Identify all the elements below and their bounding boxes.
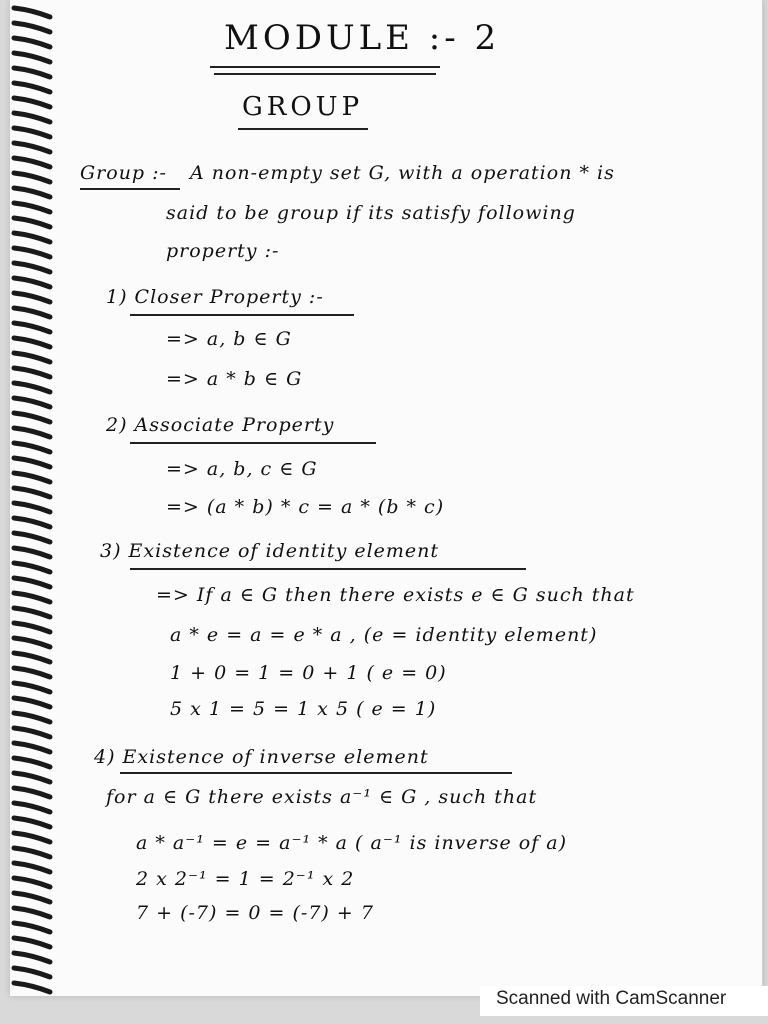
spiral-coil [14, 353, 50, 362]
spiral-coil [14, 938, 50, 947]
spiral-coil [14, 113, 50, 122]
notebook-page [10, 0, 763, 996]
spiral-coil [14, 638, 50, 647]
spiral-coil [14, 218, 50, 227]
spiral-coil [14, 128, 50, 137]
spiral-binding [10, 0, 56, 996]
definition-term: Group :- [80, 162, 167, 184]
property-line: => a, b, c ∈ G [166, 458, 318, 480]
property-heading-underline [120, 772, 512, 774]
spiral-coil [14, 263, 50, 272]
spiral-coil [14, 518, 50, 527]
spiral-coil [14, 413, 50, 422]
spiral-coil [14, 863, 50, 872]
subtitle-underline [238, 128, 368, 130]
property-line: 2 x 2⁻¹ = 1 = 2⁻¹ x 2 [136, 868, 355, 890]
property-heading: 2) Associate Property [106, 414, 335, 436]
property-heading: 3) Existence of identity element [100, 540, 440, 562]
spiral-coil [14, 743, 50, 752]
definition-line-3: property :- [166, 240, 280, 262]
spiral-coil [14, 173, 50, 182]
spiral-coil [14, 143, 50, 152]
spiral-coil [14, 953, 50, 962]
spiral-coil [14, 428, 50, 437]
spiral-coil [14, 308, 50, 317]
spiral-coil [14, 233, 50, 242]
spiral-coil [14, 398, 50, 407]
spiral-coil [14, 488, 50, 497]
spiral-coil [14, 773, 50, 782]
spiral-coil [14, 983, 50, 992]
property-heading-underline [130, 442, 376, 444]
spiral-coil [14, 323, 50, 332]
scanner-watermark: Scanned with CamScanner [496, 988, 727, 1009]
spiral-coil [14, 578, 50, 587]
property-line: a * e = a = e * a , (e = identity element) [170, 624, 598, 646]
spiral-coil [14, 713, 50, 722]
spiral-coil [14, 623, 50, 632]
spiral-coil [14, 758, 50, 767]
property-heading: 4) Existence of inverse element [94, 746, 429, 768]
spiral-coil [14, 908, 50, 917]
property-line: => a * b ∈ G [166, 368, 303, 390]
spiral-coil [14, 548, 50, 557]
page-title: MODULE :- 2 [224, 18, 501, 58]
property-line: 7 + (-7) = 0 = (-7) + 7 [136, 902, 374, 924]
spiral-coil [14, 653, 50, 662]
property-line: => a, b ∈ G [166, 328, 292, 350]
spiral-coil [14, 803, 50, 812]
definition-line-1: A non-empty set G, with a operation * is [190, 162, 615, 184]
spiral-coil [14, 593, 50, 602]
spiral-coil [14, 458, 50, 467]
spiral-coil [14, 203, 50, 212]
property-line: 1 + 0 = 1 = 0 + 1 ( e = 0) [170, 662, 447, 684]
spiral-coil [14, 293, 50, 302]
title-underline-2 [214, 73, 436, 75]
definition-line-2: said to be group if its satisfy following [166, 202, 576, 224]
spiral-coil [14, 83, 50, 92]
spiral-coil [14, 443, 50, 452]
spiral-coil [14, 278, 50, 287]
spiral-coil [14, 338, 50, 347]
spiral-coil [14, 698, 50, 707]
spiral-coil [14, 923, 50, 932]
property-heading-underline [130, 568, 526, 570]
spiral-coil [14, 98, 50, 107]
spiral-coil [14, 188, 50, 197]
property-line: 5 x 1 = 5 = 1 x 5 ( e = 1) [170, 698, 437, 720]
property-heading: 1) Closer Property :- [106, 286, 324, 308]
spiral-coil [14, 788, 50, 797]
property-line: for a ∈ G there exists a⁻¹ ∈ G , such that [106, 786, 538, 808]
spiral-coil [14, 68, 50, 77]
spiral-coil [14, 893, 50, 902]
spiral-coil [14, 968, 50, 977]
title-underline [210, 66, 440, 68]
spiral-coil [14, 8, 50, 17]
spiral-coil [14, 23, 50, 32]
spiral-coil [14, 383, 50, 392]
spiral-coil [14, 533, 50, 542]
property-line: a * a⁻¹ = e = a⁻¹ * a ( a⁻¹ is inverse of a) [136, 832, 568, 854]
spiral-coil [14, 683, 50, 692]
spiral-coil [14, 38, 50, 47]
spiral-coil [14, 833, 50, 842]
property-line: => (a * b) * c = a * (b * c) [166, 496, 445, 518]
spiral-coil [14, 878, 50, 887]
spiral-coil [14, 473, 50, 482]
definition-term-underline [80, 188, 180, 190]
spiral-coil [14, 848, 50, 857]
spiral-coil [14, 248, 50, 257]
spiral-coil [14, 818, 50, 827]
property-heading-underline [130, 314, 354, 316]
spiral-coil [14, 668, 50, 677]
spiral-coil [14, 728, 50, 737]
spiral-coil [14, 563, 50, 572]
spiral-coil [14, 158, 50, 167]
property-line: => If a ∈ G then there exists e ∈ G such that [156, 584, 635, 606]
page-subtitle: GROUP [242, 92, 364, 122]
spiral-coil [14, 53, 50, 62]
spiral-coil [14, 608, 50, 617]
spiral-coil [14, 368, 50, 377]
spiral-coil [14, 503, 50, 512]
